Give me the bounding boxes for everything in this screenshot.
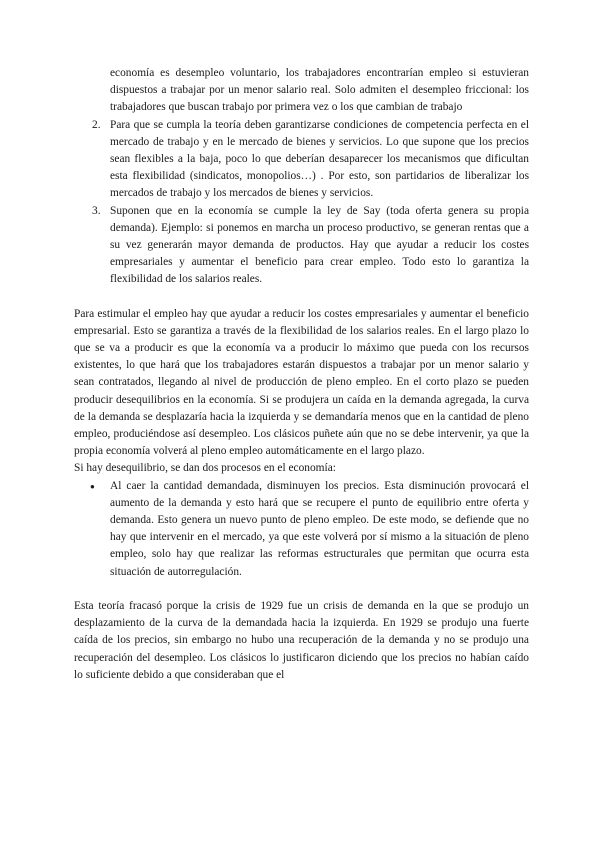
list-item xyxy=(74,117,529,203)
bullet-icon: ● xyxy=(90,481,95,491)
numbered-list xyxy=(74,117,529,289)
list-item xyxy=(74,203,529,289)
list-item-continuation: economía es desempleo voluntario, los trabajadores encontrarían empleo si estuvieran dispuestos a trabajar por un menor salario real. Solo admiten el desempleo friccional: los trabajadores que buscan trabajo por primera vez o los que cambian de trabajo xyxy=(110,67,529,114)
document-page xyxy=(74,65,529,684)
spacer xyxy=(74,581,529,598)
list-item-text: Suponen que en la economía se cumple la ley de Say (toda oferta genera su propia demanda). Ejemplo: si ponemos en marcha un proceso productivo, se generan rentas que a su vez generarán mayor demanda de productos. Hay que ayudar a reducir los costes empresariales y aumentar el beneficio para crear empleo. Todo esto lo garantiza la flexibilidad de los salarios reales. xyxy=(110,204,529,286)
spacer xyxy=(74,289,529,306)
bullet-list xyxy=(74,478,529,581)
body-paragraph: Si hay desequilibrio, se dan dos procesos en el economía: xyxy=(74,462,336,475)
list-item-text: Para que se cumpla la teoría deben garantizarse condiciones de competencia perfecta en el mercado de trabajo y en le mercado de bienes y servicios. Lo que supone que los precios sean flexibles a la baja, poco lo que deberían desaparecer los mecanismos que dificultan esta flexibilidad (sindicatos, monopolios…) . Por esto, son partidarios de liberalizar los mercados de trabajo y los mercados de bienes y servicios. xyxy=(110,118,529,200)
list-item-text: Al caer la cantidad demandada, disminuyen los precios. Esta disminución provocará el aumento de la demanda y esto hará que se recupere el punto de equilibrio entre oferta y demanda. Esto genera un nuevo punto de pleno empleo. De este modo, se defiende que no hay que intervenir en el mercado, ya que este volverá por sí mismo a la situación de pleno empleo, solo hay que realizar las reformas estructurales que permitan que ocurra esta situación de autorregulación. xyxy=(110,479,529,578)
list-item xyxy=(74,478,529,581)
body-paragraph: Para estimular el empleo hay que ayudar a reducir los costes empresariales y aumentar el beneficio empresarial. Esto se garantiza a través de la flexibilidad de los salarios reales. En el largo plazo lo que se va a producir es que la economía va a producir lo máximo que pueda con los recursos existentes, lo que hará que los trabajadores estarán dispuestos a trabajar por un menor salario y sean contratados, llegando al nivel de producción de pleno empleo. En el corto plazo se pueden producir desequilibrios en la economía. Si se produjera un caída en la demanda agregada, la curva de la demanda se desplazaría hacia la izquierda y se demandaría menos que en la cantidad de pleno empleo, produciéndose así desempleo. Los clásicos puñete aún que no se debe intervenir, ya que la propia economía volverá al pleno empleo automáticamente en el largo plazo. xyxy=(74,307,529,458)
body-paragraph: Esta teoría fracasó porque la crisis de 1929 fue un crisis de demanda en la que se produjo un desplazamiento de la curva de la demandada hacia la izquierda. En 1929 se produjo una fuerte caída de los precios, sin embargo no hubo una recuperación de la demanda y no se produjo una recuperación del desempleo. Los clásicos lo justificaron diciendo que los precios no habían caído lo suficiente debido a que consideraban que el xyxy=(74,599,529,681)
list-number: 2. xyxy=(92,118,101,131)
list-number: 3. xyxy=(92,204,101,217)
